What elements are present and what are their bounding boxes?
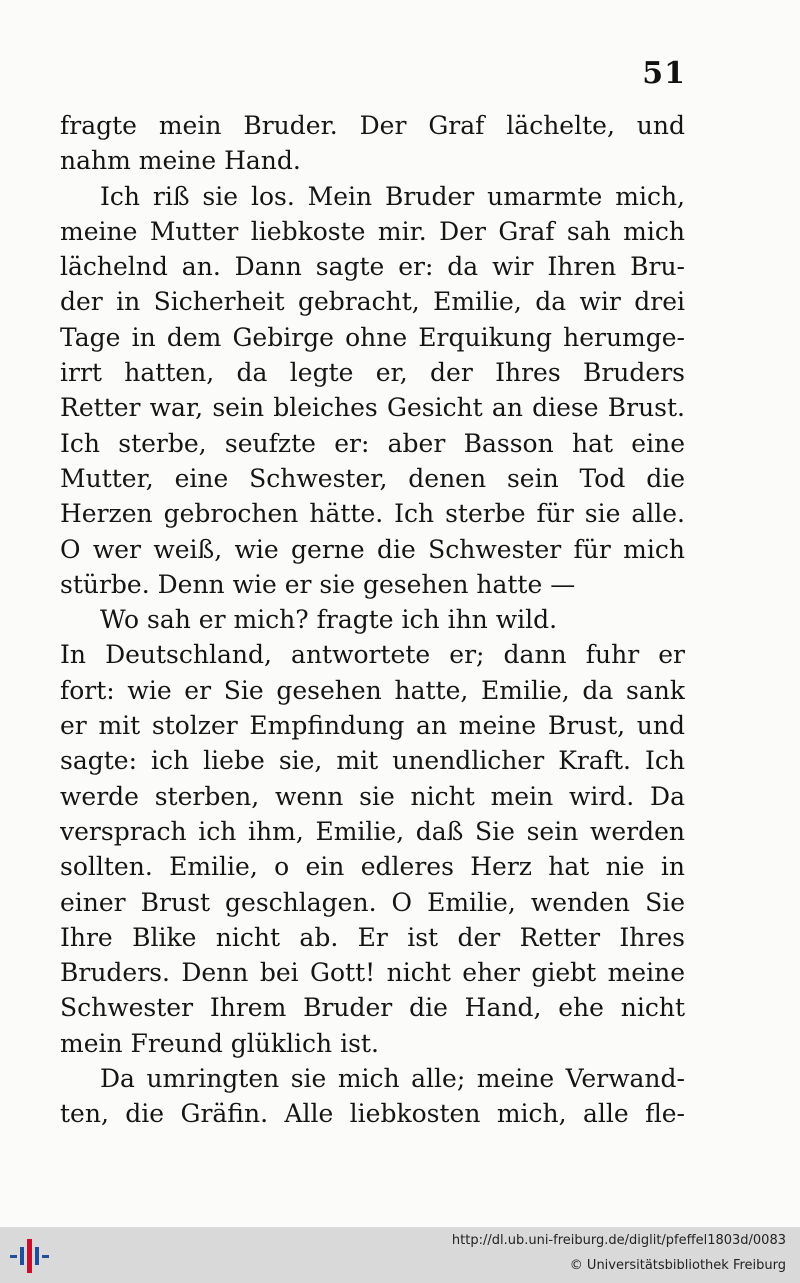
ub-freiburg-logo-icon [10,1235,52,1277]
copyright-text: © Universitätsbibliothek Freiburg [569,1258,786,1273]
text-line: sagte: ich liebe sie, mit unendlicher Kraft. Ich [60,746,685,776]
text-line: fort: wie er Sie gesehen hatte, Emilie, da sank [60,675,685,705]
text-line: der in Sicherheit gebracht, Emilie, da wir drei [60,287,685,317]
text-line: Herzen gebrochen hätte. Ich sterbe für sie alle. [60,499,685,529]
text-line: Retter war, sein bleiches Gesicht an diese Brust. [60,393,685,423]
source-url-link[interactable]: http://dl.ub.uni-freiburg.de/diglit/pfeffel1803d/0083 [451,1233,786,1248]
text-line: In Deutschland, antwortete er; dann fuhr er [60,640,685,670]
text-line: sollten. Emilie, o ein edleres Herz hat nie in [60,852,685,882]
text-line: stürbe. Denn wie er sie gesehen hatte — [60,569,576,599]
text-line: werde sterben, wenn sie nicht mein wird. Da [60,781,685,811]
text-line: Ich riß sie los. Mein Bruder umarmte mich, [100,181,685,211]
text-line: ten, die Gräfin. Alle liebkosten mich, alle fle- [60,1099,685,1129]
page-text [60,108,685,1132]
text-line: Schwester Ihrem Bruder die Hand, ehe nicht [60,993,685,1023]
page-number: 51 [642,56,686,91]
text-line: Ihre Blike nicht ab. Er ist der Retter Ihres [60,922,685,952]
text-line: Tage in dem Gebirge ohne Erquikung herumge- [60,322,685,352]
text-line: Mutter, eine Schwester, denen sein Tod die [60,463,685,493]
text-line: mein Freund glüklich ist. [60,1028,379,1058]
footer-bar [0,1227,800,1283]
text-line: O wer weiß, wie gerne die Schwester für mich [60,534,685,564]
text-line: fragte mein Bruder. Der Graf lächelte, und [60,111,685,140]
text-line: Ich sterbe, seufzte er: aber Basson hat eine [60,428,685,458]
text-line: Da umringten sie mich alle; meine Verwand- [100,1064,685,1094]
text-line: versprach ich ihm, Emilie, daß Sie sein werden [60,816,685,846]
text-line: nahm meine Hand. [60,146,301,176]
text-line: er mit stolzer Empfindung an meine Brust, und [60,711,685,741]
text-line: lächelnd an. Dann sagte er: da wir Ihren Bru- [60,252,685,282]
text-line: irrt hatten, da legte er, der Ihres Bruders [60,358,685,388]
text-line: Wo sah er mich? fragte ich ihn wild. [100,605,558,635]
text-line: Bruders. Denn bei Gott! nicht eher giebt meine [60,958,685,988]
text-line: einer Brust geschlagen. O Emilie, wenden Sie [60,887,685,917]
text-line: meine Mutter liebkoste mir. Der Graf sah mich [60,216,685,246]
